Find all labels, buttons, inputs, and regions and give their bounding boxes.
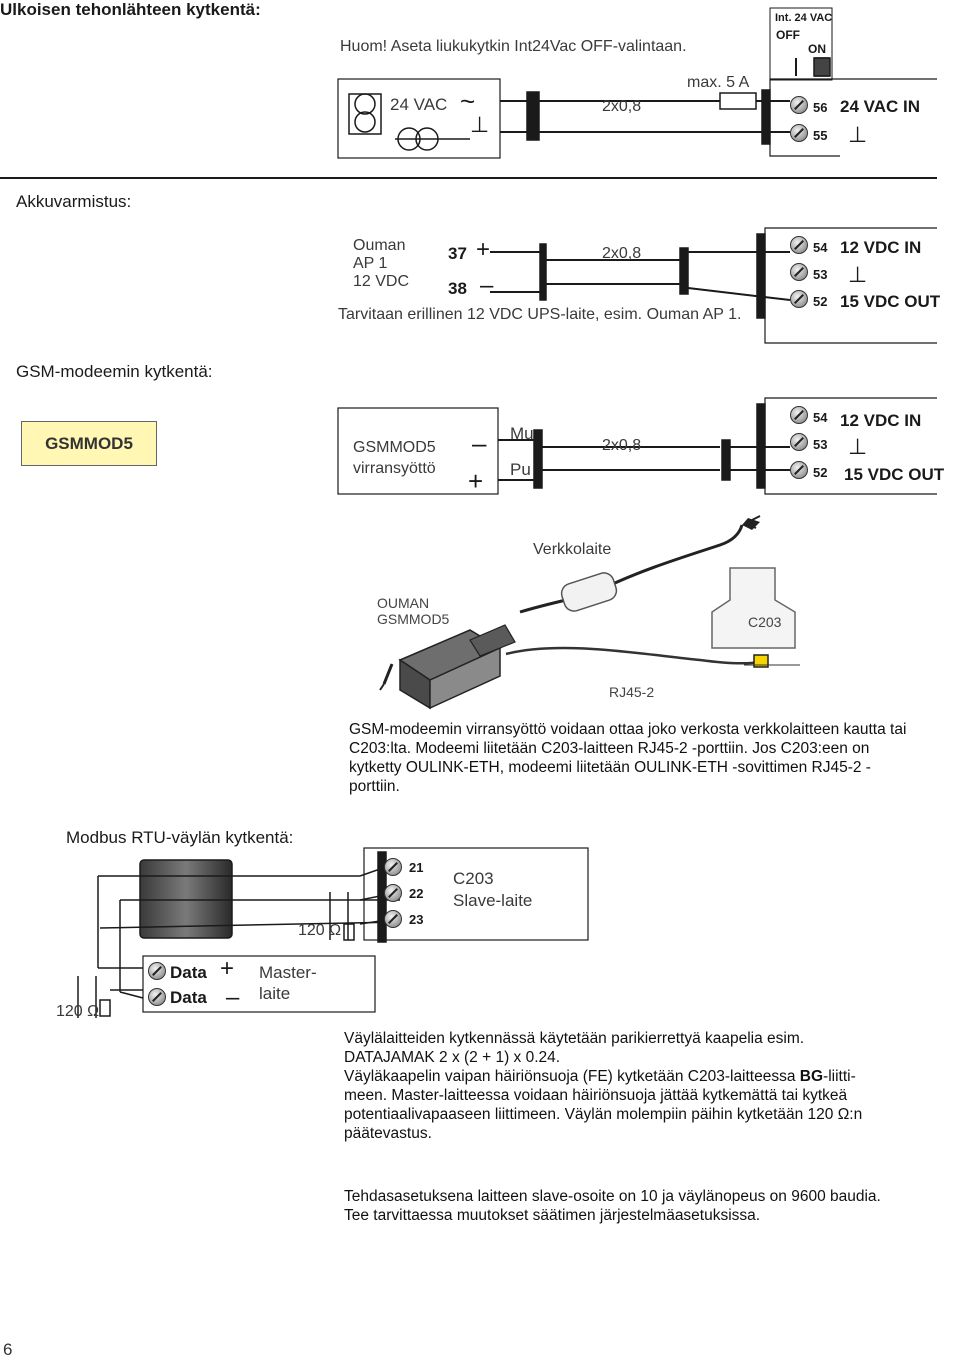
ground-symbol: ⊥ bbox=[848, 434, 868, 459]
gsmmod5-device-box: GSMMOD5 bbox=[21, 421, 157, 466]
cable-label: 2x0,8 bbox=[602, 98, 642, 115]
resistor-label: 120 Ω bbox=[56, 1003, 100, 1020]
wire-pu-label: Pu bbox=[510, 460, 531, 479]
ups-device-label: Ouman AP 1 12 VDC bbox=[353, 237, 410, 290]
photo-label-verkkolaite: Verkkolaite bbox=[533, 541, 612, 558]
section-title-gsm: GSM-modeemin kytkentä: bbox=[16, 362, 213, 381]
screw-terminal-icon bbox=[790, 263, 808, 281]
plug-connector bbox=[527, 92, 539, 140]
plus-symbol: + bbox=[476, 236, 491, 263]
screw-terminal-icon bbox=[790, 433, 808, 451]
in-label: 12 VDC IN bbox=[840, 238, 922, 257]
ac-tilde: ~ bbox=[460, 86, 476, 116]
wire-mu-label: Mu bbox=[510, 424, 534, 443]
section-title-power: Ulkoisen tehonlähteen kytkentä: bbox=[0, 0, 261, 19]
fuse-label: max. 5 A bbox=[687, 74, 750, 91]
terminal-number: 56 bbox=[813, 100, 828, 115]
terminal-number: 52 bbox=[813, 294, 828, 309]
out-label: 15 VDC OUT bbox=[840, 292, 941, 311]
photo-label-modem: OUMAN GSMMOD5 bbox=[377, 595, 450, 627]
screw-terminal-icon bbox=[148, 988, 166, 1006]
screw-terminal-icon bbox=[384, 910, 402, 928]
photo-label-c203: C203 bbox=[748, 614, 782, 630]
ground-symbol: ⊥ bbox=[470, 112, 490, 137]
resistor-label: 120 Ω bbox=[298, 922, 342, 939]
screw-terminal-icon bbox=[790, 461, 808, 479]
terminal-number: 22 bbox=[409, 886, 424, 901]
plus-symbol: + bbox=[468, 466, 484, 496]
ups-note: Tarvitaan erillinen 12 VDC UPS-laite, esim. Ouman AP 1. bbox=[338, 306, 742, 323]
minus-symbol: – bbox=[480, 272, 494, 299]
cable-label: 2x0,8 bbox=[602, 437, 642, 454]
modbus-paragraph-1: Väylälaitteiden kytkennässä käytetään parikierrettyä kaapelia esim. DATAJAMAK 2 x (2 + 1) x 0.24. Väyläkaapelin vaipan häiriönsuoja (FE) kytketään C203-laitteessa BG-liitti- meen. Master-laitteessa voidaan häiriönsuoja jättää kytkemättä tai kytkeä potentiaalivapaaseen liittimeen. Väylän molempiin päihin kytketään 120 Ω:n päätevastus. bbox=[344, 1030, 863, 1142]
minus-symbol: – bbox=[226, 984, 240, 1011]
switch-note: Huom! Aseta liukukytkin Int24Vac OFF-valintaan. bbox=[340, 38, 687, 55]
cable-label: 2x0,8 bbox=[602, 245, 642, 262]
fuse bbox=[720, 93, 756, 109]
switch-on-label: ON bbox=[808, 42, 826, 56]
screw-terminal-icon bbox=[790, 290, 808, 308]
pin-number: 38 bbox=[448, 279, 467, 298]
gsm-supply-label: GSMMOD5 virransyöttö bbox=[353, 439, 436, 477]
minus-symbol: – bbox=[472, 428, 487, 458]
terminal-number: 54 bbox=[813, 240, 828, 255]
switch-title: Int. 24 VAC bbox=[775, 12, 833, 24]
in-label: 12 VDC IN bbox=[840, 411, 922, 430]
terminal-number: 53 bbox=[813, 267, 828, 282]
pin-number: 37 bbox=[448, 244, 467, 263]
data-minus-label: Data bbox=[170, 988, 207, 1007]
terminal-number: 21 bbox=[409, 860, 424, 875]
terminal-number: 53 bbox=[813, 437, 828, 452]
terminal-number: 55 bbox=[813, 128, 828, 143]
screw-terminal-icon bbox=[148, 962, 166, 980]
screw-terminal-icon bbox=[790, 236, 808, 254]
ground-symbol: ⊥ bbox=[848, 122, 868, 147]
photo-label-rj45: RJ45-2 bbox=[609, 684, 655, 700]
screw-terminal-icon bbox=[384, 858, 402, 876]
section-title-modbus: Modbus RTU-väylän kytkentä: bbox=[66, 828, 294, 847]
switch-off-label: OFF bbox=[776, 28, 800, 42]
plus-symbol: + bbox=[220, 955, 235, 982]
slave-label: C203 Slave-laite bbox=[453, 869, 533, 910]
master-label: Master- laite bbox=[259, 963, 317, 1003]
terminal-label: 24 VAC IN bbox=[840, 97, 920, 116]
terminal-number: 23 bbox=[409, 912, 424, 927]
gsm-paragraph: GSM-modeemin virransyöttö voidaan ottaa joko verkosta verkkolaitteen kautta tai C203:lta. Modeemi liitetään C203-laitteen RJ45-2 -porttiin. Jos C203:een on kytketty OULINK-ETH, modeemi liitetään OULINK-ETH -sovittimen RJ45-2 -porttiin. bbox=[349, 721, 907, 795]
data-plus-label: Data bbox=[170, 963, 207, 982]
supply-label: 24 VAC bbox=[390, 95, 448, 114]
terminal-number: 54 bbox=[813, 410, 828, 425]
terminal-number: 52 bbox=[813, 465, 828, 480]
modbus-paragraph-2: Tehdasasetuksena laitteen slave-osoite on 10 ja väylänopeus on 9600 baudia. Tee tarvittaessa muutokset säätimen järjestelmäasetuksissa. bbox=[344, 1188, 881, 1224]
screw-terminal-icon bbox=[384, 884, 402, 902]
screw-terminal-icon bbox=[790, 96, 808, 114]
section-title-battery: Akkuvarmistus: bbox=[16, 192, 132, 211]
out-label: 15 VDC OUT bbox=[844, 465, 945, 484]
ground-symbol: ⊥ bbox=[848, 262, 868, 287]
page-number: 6 bbox=[3, 1340, 13, 1359]
screw-terminal-icon bbox=[790, 406, 808, 424]
screw-terminal-icon bbox=[790, 124, 808, 142]
